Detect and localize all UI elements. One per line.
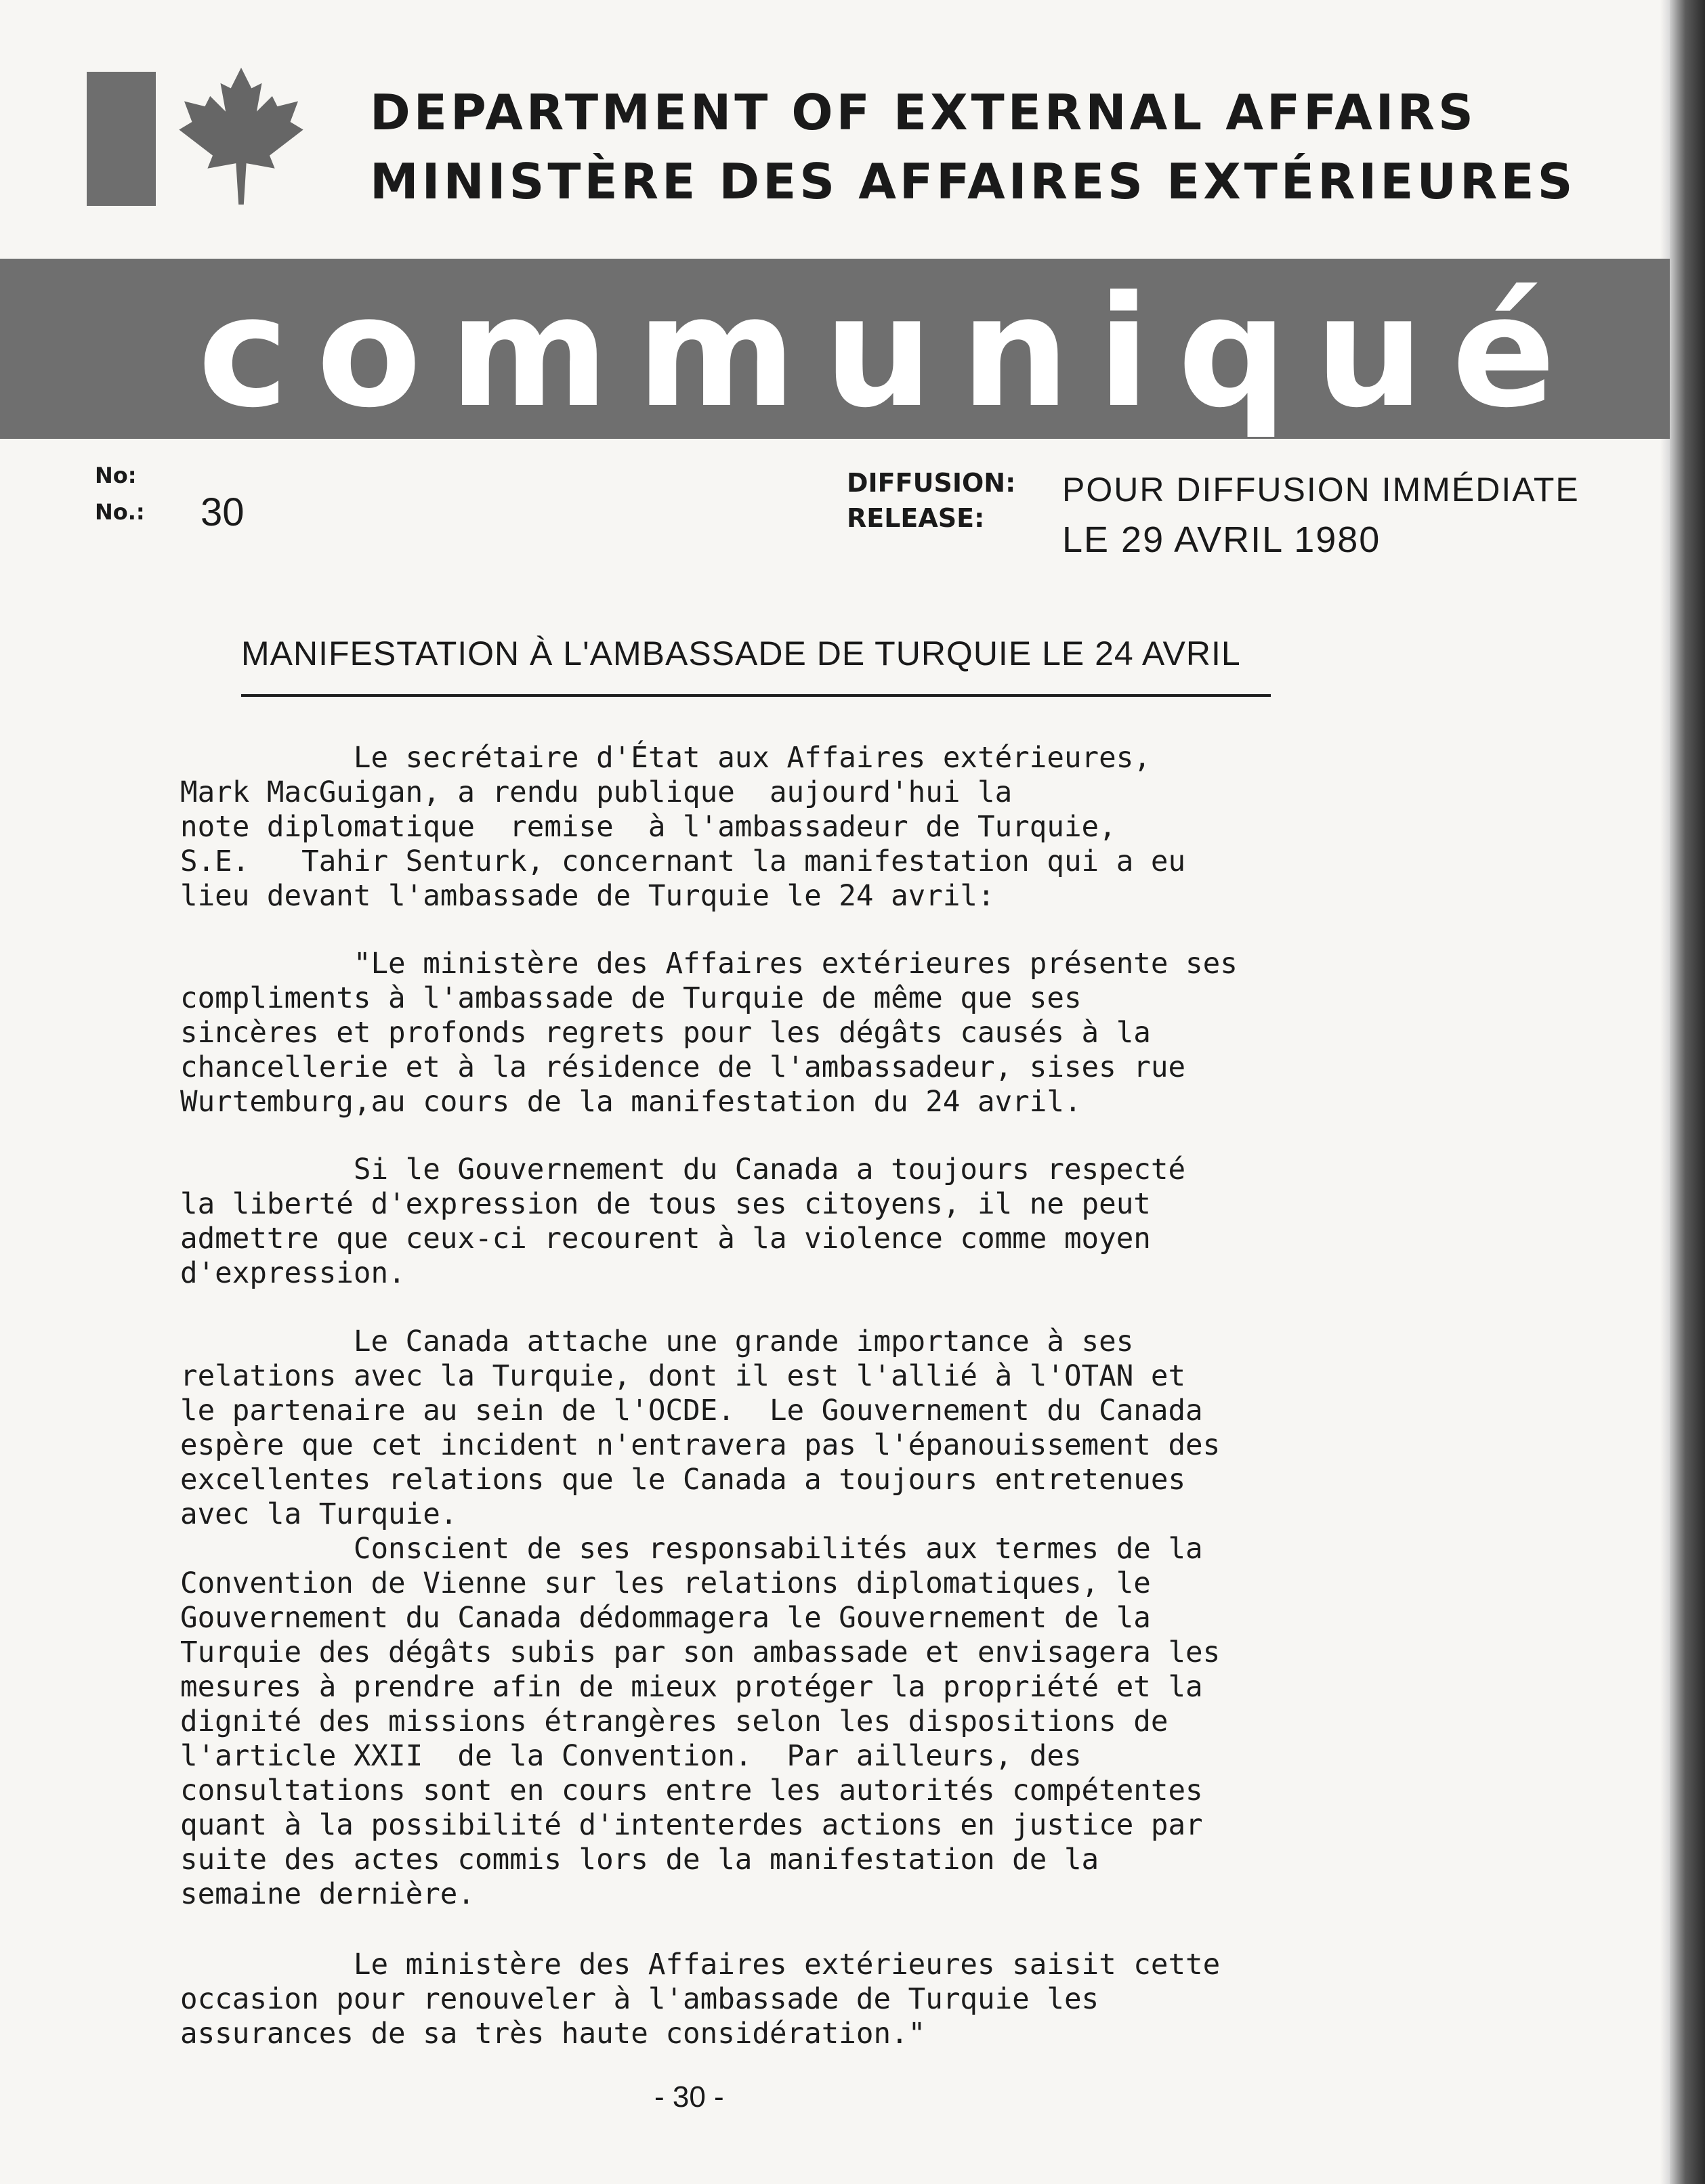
release-status: POUR DIFFUSION IMMÉDIATE xyxy=(1062,471,1580,509)
release-date: LE 29 AVRIL 1980 xyxy=(1062,519,1381,560)
paragraph-6: Le ministère des Affaires extérieures saisit cette occasion pour renouveler à l'ambassade de Turquie les assurances de sa très haute considération." xyxy=(180,1948,1221,2051)
no-label: No: xyxy=(95,463,137,488)
paragraph-3: Si le Gouvernement du Canada a toujours respecté la liberté d'expression de tous ses citoyens, il ne peut admettre que ceux-ci recourent à la violence comme moyen d'expression. xyxy=(180,1153,1186,1290)
banner-title: communiqué xyxy=(198,263,1584,442)
paragraph-1: Le secrétaire d'État aux Affaires extérieures, Mark MacGuigan, a rendu publique aujourd'hui la note diplomatique remise à l'ambassadeur de Turquie, S.E. Tahir Senturk, concernant la manifestation qui a eu lieu devant l'ambassade de Turquie le 24 avril: xyxy=(180,742,1186,913)
flag-bar xyxy=(87,72,156,206)
release-label: RELEASE: xyxy=(847,503,985,533)
page-number: - 30 - xyxy=(654,2080,724,2114)
department-name-en: DEPARTMENT OF EXTERNAL AFFAIRS xyxy=(370,84,1477,141)
paragraph-5: Conscient de ses responsabilités aux termes de la Convention de Vienne sur les relations diplomatiques, le Gouvernement du Canada dédommagera le Gouvernement de la Turquie des dégâts subis par son ambassade et envisagera les mesures à prendre afin de mieux protéger la propriété et la dignité des missions étrangères selon les dispositions de l'article XXII de la Convention. Par ailleurs, des consultations sont en cours entre les autorités compétentes quant à la possibilité d'intenterdes actions en justice par suite des actes commis lors de la manifestation de la semaine dernière. xyxy=(180,1533,1221,1911)
release-number: 30 xyxy=(201,490,245,534)
paragraph-4: Le Canada attache une grande importance à ses relations avec la Turquie, dont il est l'allié à l'OTAN et le partenaire au sein de l'OCDE. Le Gouvernement du Canada espère que cet incident n'entravera pas l'épanouissement des excellentes relations que le Canada a toujours entretenues avec la Turquie. xyxy=(180,1325,1221,1531)
document-title: MANIFESTATION À L'AMBASSADE DE TURQUIE LE 24 AVRIL xyxy=(241,635,1241,672)
binding-edge xyxy=(1670,0,1705,2184)
no-label-fr: No.: xyxy=(95,499,145,525)
title-underline xyxy=(241,694,1271,697)
paragraph-2: "Le ministère des Affaires extérieures présente ses compliments à l'ambassade de Turquie de même que ses sincères et profonds regrets pour les dégâts causés à la chancellerie et à la résidence de l'ambassadeur, sises rue Wurtemburg,au cours de la manifestation du 24 avril. xyxy=(180,947,1238,1119)
diffusion-label: DIFFUSION: xyxy=(847,468,1016,498)
maple-leaf-icon xyxy=(175,65,308,207)
department-name-fr: MINISTÈRE DES AFFAIRES EXTÉRIEURES xyxy=(370,153,1576,210)
